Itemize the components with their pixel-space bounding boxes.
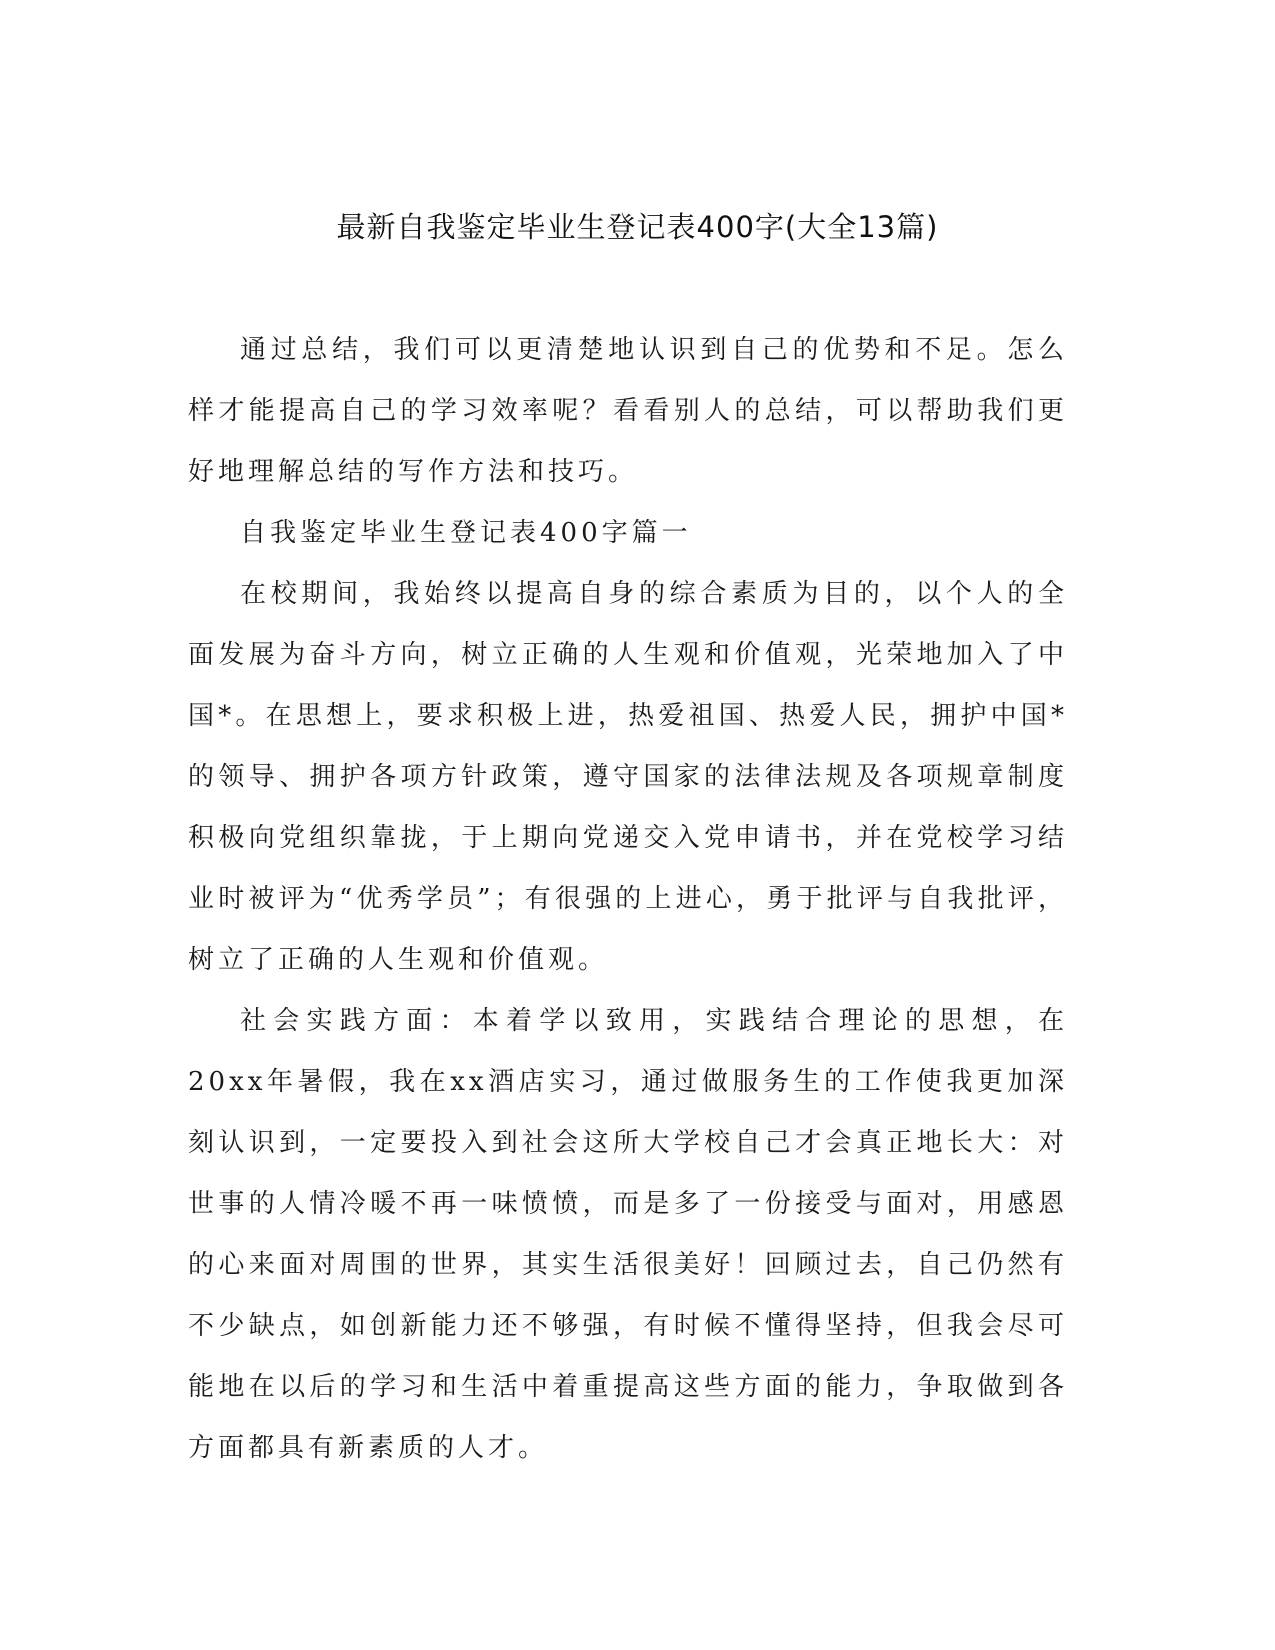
intro-paragraph: 通过总结，我们可以更清楚地认识到自己的优势和不足。怎么样才能提高自己的学习效率呢？看看别人的总结，可以帮助我们更好地理解总结的写作方法和技巧。 — [188, 335, 1068, 487]
body-paragraph: 社会实践方面：本着学以致用，实践结合理论的思想，在20xx年暑假，我在xx酒店实习，通过做服务生的工作使我更加深刻认识到，一定要投入到社会这所大学校自己才会真正地长大：对世事的人情冷暖不再一味愤愤，而是多了一份接受与面对，用感恩的心来面对周围的世界，其实生活很美好！回顾过去，自己仍然有不少缺点，如创新能力还不够强，有时候不懂得坚持，但我会尽可能地在以后的学习和生活中着重提高这些方面的能力，争取做到各方面都具有新素质的人才。 — [188, 1006, 1068, 1463]
document-body — [188, 320, 1068, 1479]
body-paragraph: 在校期间，我始终以提高自身的综合素质为目的，以个人的全面发展为奋斗方向，树立正确的人生观和价值观，光荣地加入了中国*。在思想上，要求积极上进，热爱祖国、热爱人民，拥护中国*的领导、拥护各项方针政策，遵守国家的法律法规及各项规章制度积极向党组织靠拢，于上期向党递交入党申请书，并在党校学习结业时被评为“优秀学员”；有很强的上进心，勇于批评与自我批评，树立了正确的人生观和价值观。 — [188, 579, 1068, 975]
page-title: 最新自我鉴定毕业生登记表400字(大全13篇) — [336, 210, 939, 244]
section-heading: 自我鉴定毕业生登记表400字篇一 — [240, 518, 692, 548]
